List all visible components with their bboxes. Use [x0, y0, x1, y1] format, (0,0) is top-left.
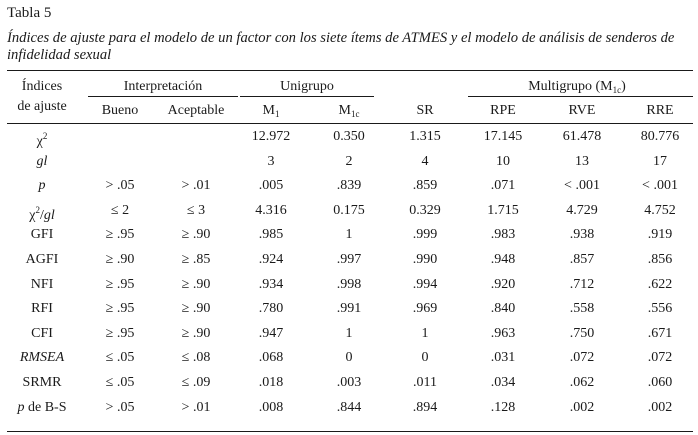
cell-sr: .990	[412, 252, 438, 267]
cell-bueno: ≥ .95	[105, 276, 135, 292]
header-m1: $M_1$	[262, 103, 280, 119]
cell-m1: .934	[258, 276, 284, 292]
cell-m1c: 2	[345, 153, 353, 169]
cell-m1c: .003	[336, 375, 362, 390]
cell-rve: .072	[569, 350, 595, 366]
header-indices-line1: Índices	[21, 79, 63, 94]
index-cell: $\chi^2$	[36, 131, 48, 149]
cell-rve: .558	[569, 301, 595, 317]
cell-bueno: ≥ .95	[105, 301, 135, 317]
cell-rre: 4.752	[644, 202, 676, 218]
cell-rre: .622	[647, 276, 673, 292]
bottom-rule	[7, 431, 693, 432]
cell-aceptable: ≥ .85	[181, 252, 211, 267]
cell-rpe: .071	[490, 178, 516, 194]
cell-m1: 4.316	[255, 202, 287, 218]
cell-rve: .750	[569, 325, 595, 341]
index-cell: p	[38, 178, 46, 194]
top-rule	[7, 70, 693, 71]
cell-bueno: ≤ .05	[105, 350, 135, 366]
header-sr: SR	[416, 103, 434, 118]
cell-m1: .018	[258, 375, 284, 390]
cell-m1c: .839	[336, 178, 362, 194]
cell-rve: 4.729	[566, 202, 598, 218]
cell-rre: .072	[647, 350, 673, 366]
cell-m1: .924	[258, 252, 284, 267]
index-cell: GFI	[30, 227, 54, 243]
cell-rpe: .920	[490, 276, 516, 292]
cell-aceptable: > .01	[181, 178, 211, 194]
cell-bueno: > .05	[105, 399, 135, 415]
cell-bueno: ≥ .95	[105, 227, 135, 243]
cell-sr: 1.315	[409, 129, 441, 144]
index-cell: RFI	[31, 301, 53, 317]
cell-aceptable: ≤ 3	[186, 202, 206, 218]
cell-rpe: .031	[490, 350, 516, 366]
cell-rpe: .983	[490, 227, 516, 243]
table-label: Tabla 5	[7, 5, 52, 21]
cell-sr: .011	[413, 375, 437, 390]
cell-m1: .005	[258, 178, 284, 194]
header-m1c: $M_{1c}$	[338, 103, 360, 119]
cell-m1c: 0.175	[333, 202, 365, 218]
cell-rre: 80.776	[640, 129, 680, 144]
cell-m1c: .998	[336, 276, 362, 292]
cell-rpe: .128	[490, 399, 516, 415]
cell-rve: 61.478	[562, 129, 602, 144]
cell-bueno: ≥ .95	[105, 325, 135, 341]
cell-aceptable: ≤ .08	[181, 350, 211, 366]
cell-sr: 1	[421, 325, 429, 341]
cell-rre: 17	[653, 153, 667, 169]
header-bueno: Bueno	[101, 103, 139, 118]
cell-rpe: 10	[496, 153, 510, 169]
cell-m1c: 1	[345, 227, 353, 243]
index-cell: CFI	[31, 325, 53, 341]
cell-m1c: 1	[345, 325, 353, 341]
cell-rre: .919	[647, 227, 673, 243]
cell-aceptable: ≥ .90	[181, 276, 211, 292]
cell-sr: .999	[412, 227, 438, 243]
header-bottom-rule	[7, 123, 693, 124]
cell-rpe: 17.145	[483, 129, 523, 144]
cell-aceptable: ≥ .90	[181, 301, 211, 317]
cell-m1c: .997	[336, 252, 362, 267]
interpretacion-underline	[88, 96, 238, 97]
index-cell: gl	[36, 153, 48, 169]
cell-m1: 3	[267, 153, 275, 169]
cell-sr: 4	[421, 153, 429, 169]
index-cell: SRMR	[22, 375, 62, 390]
cell-sr: .994	[412, 276, 438, 292]
cell-m1: .068	[258, 350, 284, 366]
cell-bueno: ≤ 2	[110, 202, 130, 218]
cell-m1: 12.972	[251, 129, 291, 144]
index-cell: AGFI	[25, 252, 59, 267]
cell-sr: 0.329	[409, 202, 441, 218]
cell-rre: .856	[647, 252, 673, 267]
header-rre: RRE	[646, 103, 674, 118]
cell-m1c: 0	[345, 350, 353, 366]
cell-m1: .985	[258, 227, 284, 243]
cell-bueno: ≤ .05	[105, 375, 135, 390]
cell-rre: .671	[647, 325, 673, 341]
cell-m1c: .844	[336, 399, 362, 415]
cell-aceptable: ≥ .90	[181, 227, 211, 243]
cell-aceptable: ≥ .90	[181, 325, 211, 341]
cell-sr: 0	[421, 350, 429, 366]
header-rve: RVE	[568, 103, 596, 118]
cell-sr: .859	[412, 178, 438, 194]
cell-rve: .062	[569, 375, 595, 390]
header-unigrupo: Unigrupo	[280, 79, 334, 94]
cell-m1c: .991	[336, 301, 362, 317]
header-rpe: RPE	[490, 103, 516, 118]
cell-aceptable: ≤ .09	[181, 375, 211, 390]
cell-aceptable: > .01	[181, 399, 211, 415]
cell-rve: .002	[569, 399, 595, 415]
cell-rpe: .948	[490, 252, 516, 267]
cell-rre: .060	[647, 375, 673, 390]
cell-rve: .712	[569, 276, 595, 292]
cell-rre: < .001	[642, 178, 678, 194]
cell-rpe: 1.715	[487, 202, 519, 218]
header-interpretacion: Interpretación	[123, 79, 203, 94]
cell-rre: .002	[647, 399, 673, 415]
header-aceptable: Aceptable	[167, 103, 225, 118]
index-cell: $\chi^2/gl$	[29, 204, 55, 223]
unigrupo-underline	[240, 96, 374, 97]
header-indices-line2: de ajuste	[17, 99, 67, 114]
cell-bueno: > .05	[105, 178, 135, 194]
cell-rpe: .840	[490, 301, 516, 317]
cell-sr: .894	[412, 399, 438, 415]
index-cell: RMSEA	[19, 350, 65, 366]
cell-m1: .008	[258, 399, 284, 415]
cell-rve: < .001	[564, 178, 600, 194]
cell-bueno: ≥ .90	[105, 252, 135, 267]
cell-rre: .556	[647, 301, 673, 317]
cell-m1: .780	[258, 301, 284, 317]
table-caption: Índices de ajuste para el modelo de un factor con los siete ítems de ATMES y el modelo de análisis de senderos de infidelidad sexual	[7, 30, 675, 63]
cell-rpe: .034	[490, 375, 516, 390]
cell-sr: .969	[412, 301, 438, 317]
cell-rpe: .963	[490, 325, 516, 341]
cell-m1c: 0.350	[333, 129, 365, 144]
index-cell: p de B-S	[17, 399, 67, 415]
index-cell: NFI	[30, 276, 54, 292]
cell-rve: .938	[569, 227, 595, 243]
cell-m1: .947	[258, 325, 284, 341]
header-multigrupo: Multigrupo $(M_{1c})$	[528, 79, 626, 95]
cell-rve: 13	[575, 153, 589, 169]
cell-rve: .857	[569, 252, 595, 267]
